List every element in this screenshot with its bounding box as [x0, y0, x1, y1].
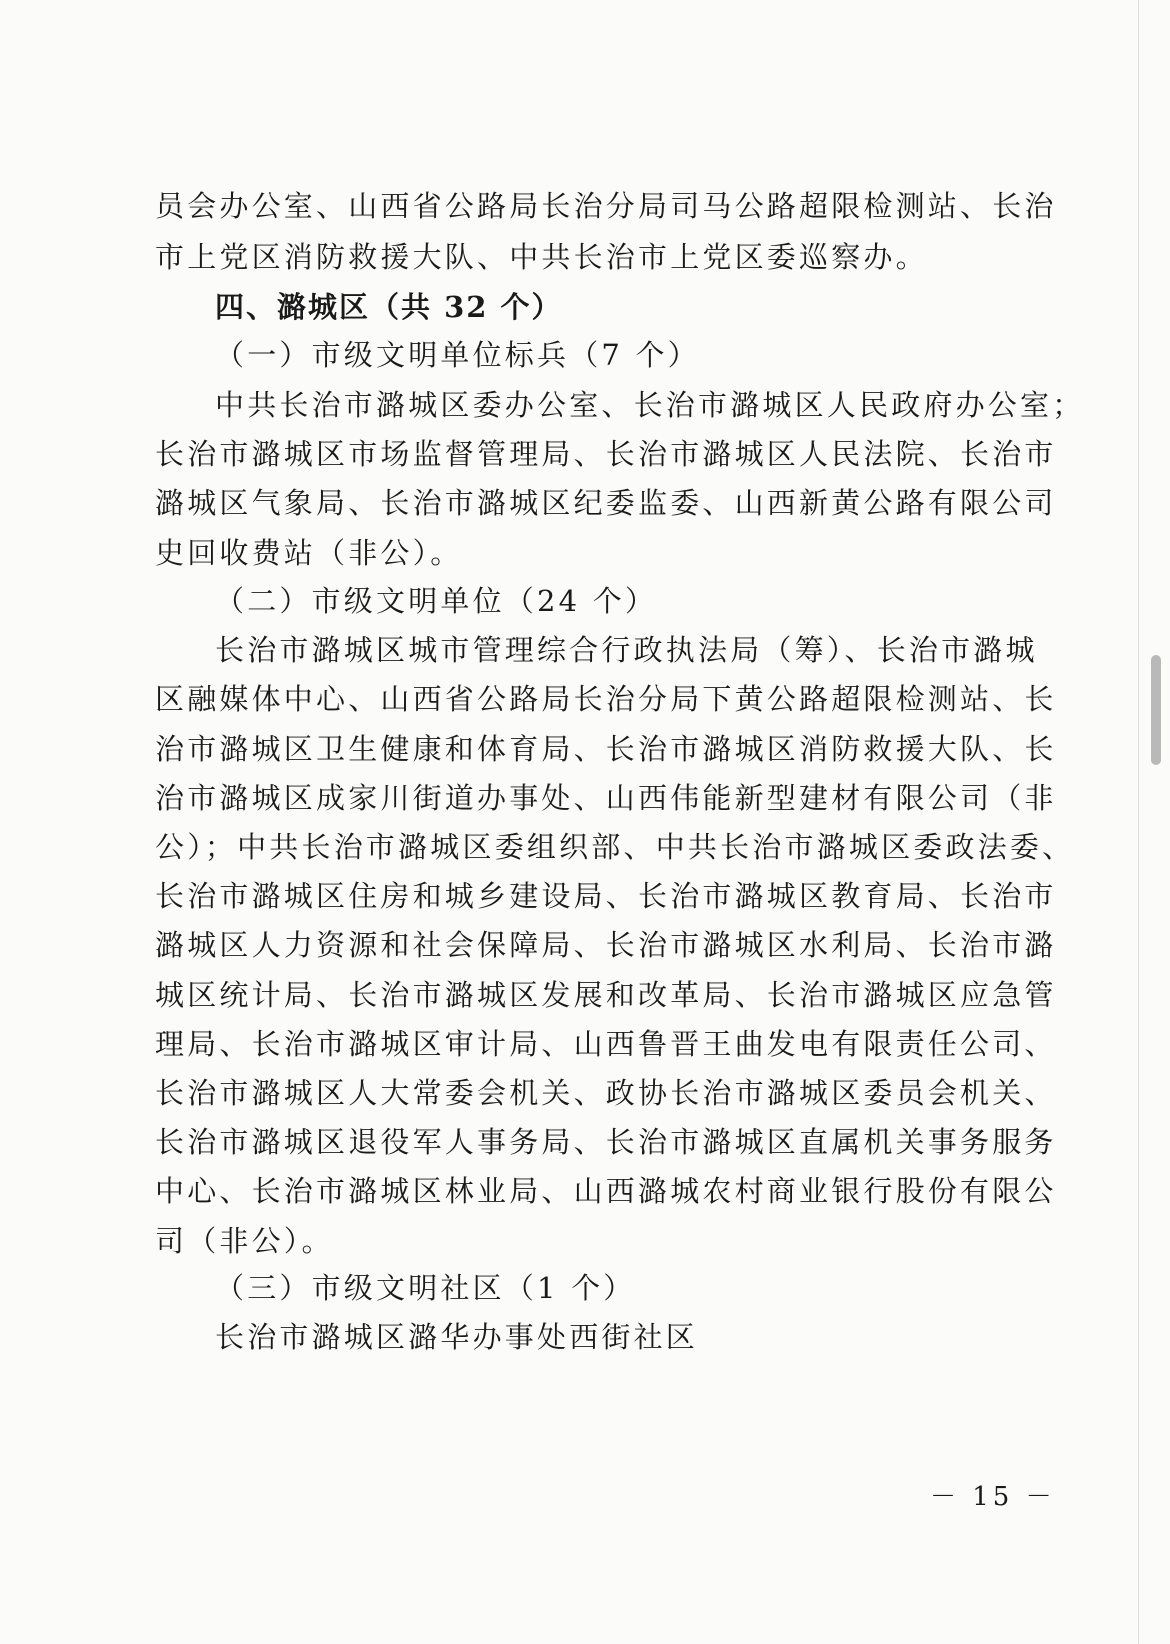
body-line: 史回收费站（非公）。 — [155, 536, 463, 570]
body-line: 治市潞城区成家川街道办事处、山西伟能新型建材有限公司（非 — [155, 781, 1057, 815]
body-line: 区融媒体中心、山西省公路局长治分局下黄公路超限检测站、长 — [155, 682, 1057, 716]
body-line: 员会办公室、山西省公路局长治分局司马公路超限检测站、长治 — [155, 189, 1057, 223]
page-number: － 15 － — [930, 1482, 1056, 1512]
section-heading: 四、潞城区（共 32 个） — [215, 290, 563, 324]
body-line: 潞城区人力资源和社会保障局、长治市潞城区水利局、长治市潞 — [155, 928, 1057, 962]
body-line: 理局、长治市潞城区审计局、山西鲁晋王曲发电有限责任公司、 — [155, 1027, 1057, 1061]
body-line: 长治市潞城区城市管理综合行政执法局（筹）、长治市潞城 — [215, 633, 1038, 667]
body-line: 长治市潞城区人大常委会机关、政协长治市潞城区委员会机关、 — [155, 1076, 1057, 1110]
body-line: 长治市潞城区退役军人事务局、长治市潞城区直属机关事务服务 — [155, 1125, 1057, 1159]
body-line: 市上党区消防救援大队、中共长治市上党区委巡察办。 — [155, 240, 928, 274]
scrollbar-thumb[interactable] — [1151, 655, 1161, 765]
page-edge-divider — [1138, 0, 1139, 1644]
subsection-heading: （一）市级文明单位标兵（7 个） — [215, 338, 700, 372]
body-line: 中共长治市潞城区委办公室、长治市潞城区人民政府办公室； — [215, 388, 1085, 422]
subsection-heading: （二）市级文明单位（24 个） — [215, 584, 658, 618]
body-line: 公）；中共长治市潞城区委组织部、中共长治市潞城区委政法委、 — [155, 830, 1075, 864]
body-line: 长治市潞城区住房和城乡建设局、长治市潞城区教育局、长治市 — [155, 879, 1057, 913]
body-line: 中心、长治市潞城区林业局、山西潞城农村商业银行股份有限公 — [155, 1174, 1057, 1208]
body-line: 长治市潞城区市场监督管理局、长治市潞城区人民法院、长治市 — [155, 437, 1057, 471]
body-line: 治市潞城区卫生健康和体育局、长治市潞城区消防救援大队、长 — [155, 732, 1057, 766]
subsection-heading: （三）市级文明社区（1 个） — [215, 1271, 636, 1305]
body-line: 司（非公）。 — [155, 1224, 334, 1258]
body-line: 潞城区气象局、长治市潞城区纪委监委、山西新黄公路有限公司 — [155, 486, 1057, 520]
body-line: 长治市潞城区潞华办事处西街社区 — [215, 1320, 699, 1354]
body-line: 城区统计局、长治市潞城区发展和改革局、长治市潞城区应急管 — [155, 978, 1057, 1012]
